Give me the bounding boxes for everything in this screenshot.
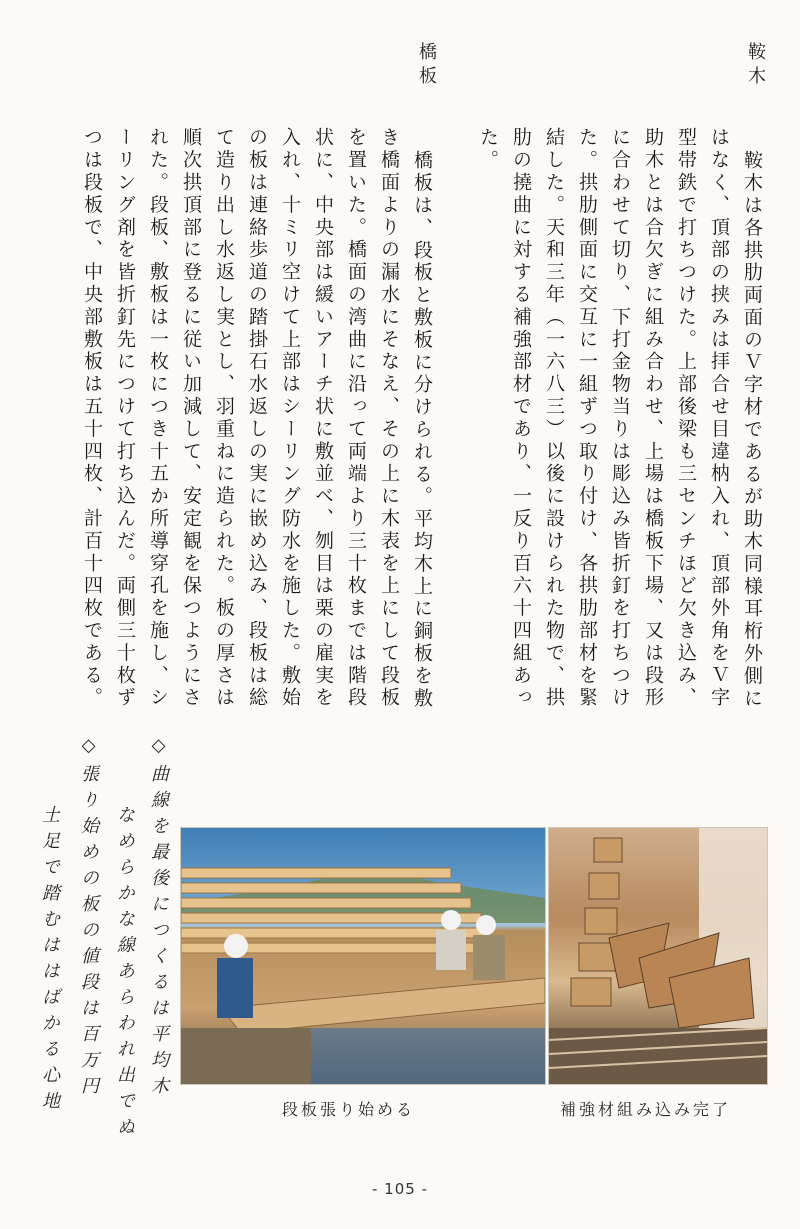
hashiita-column: 状に、中央部は緩いアーチ状に敷並べ、刎目は栗の雇実を: [312, 127, 334, 710]
hashiita-column: れた。段板、敷板は一枚につき十五か所導穿孔を施し、シ: [147, 127, 169, 710]
poem-line: 土足で踏むははばかる心地: [39, 805, 60, 1117]
hashiita-column: を置いた。橋面の湾曲に沿って両端より三十枚までは階段: [345, 127, 367, 710]
kuraki-column: 型帯鉄で打ちつけた。上部後梁も三センチほど欠き込み、: [675, 127, 697, 710]
heading-hashiita: 橋板: [416, 42, 437, 90]
hashiita-column: 順次拱頂部に登るに従い加減して、安定観を保つようにさ: [180, 127, 202, 710]
hashiita-column: ーリング剤を皆折釘先につけて打ち込んだ。両側三十枚ず: [114, 127, 136, 710]
photo-right-caption: 補強材組み込み完了: [560, 1100, 732, 1119]
poem-line: ◇張り始めの板の値段は百万円: [78, 735, 99, 1102]
kuraki-column: 助木とは合欠ぎに組み合わせ、上場は橋板下場、又は段形: [642, 127, 664, 710]
kuraki-column: に合わせて切り、下打金物当りは彫込み皆折釘を打ちつけ: [609, 127, 631, 710]
kuraki-column: た。拱肋側面に交互に一組ずつ取り付け、各拱肋部材を緊: [576, 127, 598, 710]
hashiita-column: の板は連絡歩道の踏掛石水返しの実に嵌め込み、段板は総: [246, 127, 268, 710]
hashiita-column: 入れ、十ミリ空けて上部はシーリング防水を施した。敷始: [279, 127, 301, 710]
heading-kuraki: 鞍木: [745, 42, 766, 90]
photo-workers-laying-boards: [180, 827, 546, 1085]
kuraki-column: 結した。天和三年（一六八三）以後に設けられた物で、拱: [543, 127, 565, 710]
photo-left-illustration: [181, 828, 545, 1084]
hashiita-column: 橋板は、段板と敷板に分けられる。平均木上に銅板を敷: [411, 150, 433, 710]
hashiita-column: つは段板で、中央部敷板は五十四枚、計百十四枚である。: [81, 127, 103, 710]
photo-right-illustration: [549, 828, 767, 1084]
photo-left-caption: 段板張り始める: [282, 1100, 416, 1119]
kuraki-column: はなく、頂部の挟みは拝合せ目違枘入れ、頂部外角をＶ字: [708, 127, 730, 710]
poem-line: なめらかな線あらわれ出でぬ: [114, 805, 135, 1143]
kuraki-column: た。: [477, 127, 499, 172]
photo-bracing-installed: [548, 827, 768, 1085]
poem-line: ◇曲線を最後につくるは平均木: [148, 735, 169, 1102]
hashiita-column: き橋面よりの漏水にそなえ、その上に木表を上にして段板: [378, 127, 400, 710]
hashiita-column: て造り出し水返し実とし、羽重ねに造られた。板の厚さは: [213, 127, 235, 710]
kuraki-column: 肋の撓曲に対する補強部材であり、一反り百六十四組あっ: [510, 127, 532, 710]
page-number: - 105 -: [372, 1180, 428, 1198]
kuraki-column: 鞍木は各拱肋両面のＶ字材であるが助木同様耳桁外側に: [741, 150, 763, 710]
